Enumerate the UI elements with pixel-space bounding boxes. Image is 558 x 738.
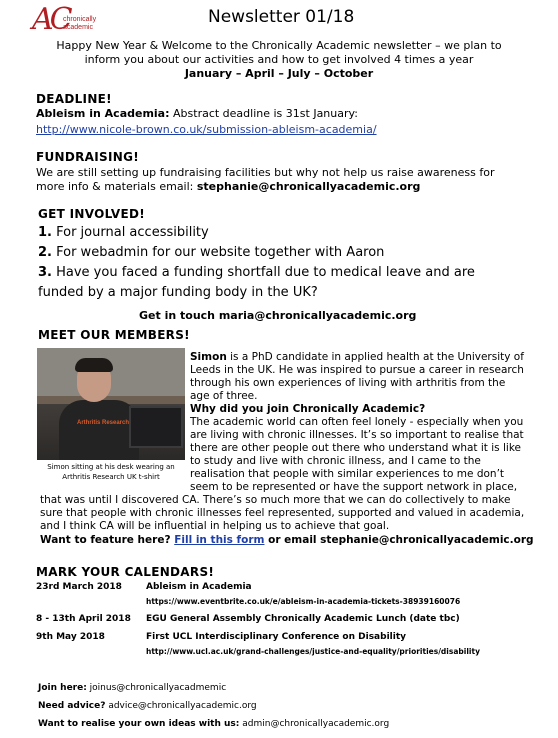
member-photo [37,348,185,460]
bio-line: age of three. [190,390,258,402]
logo-letters: AC [32,2,69,37]
deadline-label: Ableism in Academia: [36,107,170,120]
feature-row [40,534,534,546]
deadline-heading: DEADLINE! [36,92,112,106]
deadline-text [36,107,358,120]
calendar-heading: MARK YOUR CALENDARS! [36,565,215,579]
get-involved-item-3-cont: funded by a major funding body in the UK? [38,285,318,300]
event-date: 23rd March 2018 [36,582,122,592]
intro-line-2: inform you about our activities and how to get involved 4 times a year [84,53,474,66]
answer-line: to study and live with chronic illness, and I came to the [190,455,481,467]
member-question: Why did you join Chronically Academic? [190,403,426,415]
answer-line: there are other people out there who understand what it is like [190,442,521,454]
answer-line: are living with chronic illnesses. It’s so important to realise that [190,429,524,441]
fundraising-prefix: more info & materials email: [36,180,197,193]
event-url[interactable]: http://www.ucl.ac.uk/grand-challenges/justice-and-equality/priorities/disability [146,647,480,656]
item-number: 3. [38,265,52,280]
caption-line-1: Simon sitting at his desk wearing an [47,463,175,471]
logo-word-2: academic [63,24,93,31]
bio-line [190,351,524,363]
deadline-detail: Abstract deadline is 31st January: [169,107,358,120]
answer-line: sure that people with chronic illnesses feel represented, supported and valued in academia, [40,507,525,519]
intro-months: January – April – July – October [184,67,374,80]
chronically-academic-logo [32,2,112,40]
deadline-link[interactable]: http://www.nicole-brown.co.uk/submission-ableism-academia/ [36,123,377,136]
photo-person-body [59,400,139,460]
answer-line: realisation that people with similar experiences to me don’t [190,468,505,480]
get-involved-contact[interactable]: Get in touch maria@chronicallyacademic.org [139,309,417,322]
answer-line: and I think CA will be influential in helping us to achieve that goal. [40,520,390,532]
photo-laptop [129,406,183,448]
event-title: Ableism in Academia [146,582,252,592]
footer-join [38,683,226,693]
realise-value[interactable]: admin@chronicallyacademic.org [239,719,390,729]
event-date: 9th May 2018 [36,632,105,642]
get-involved-item [38,245,384,260]
photo-person-hair [75,358,113,372]
bio-line: Leeds in the UK. He was inspired to pursue a career in research [190,364,524,376]
advice-value[interactable]: advice@chronicallyacademic.org [105,701,257,711]
caption-line-2: Arthritis Research UK t-shirt [62,473,160,481]
newsletter-title: Newsletter 01/18 [208,7,355,27]
photo-wall [37,348,185,403]
logo-word-1: chronically [63,16,97,23]
event-title: EGU General Assembly Chronically Academic Lunch (date tbc) [146,614,460,624]
answer-line: seem to be represented or have the support network in place, [190,481,518,493]
fundraising-line-2 [36,180,420,193]
feature-form-link[interactable]: Fill in this form [174,534,265,546]
get-involved-heading: GET INVOLVED! [38,207,146,221]
advice-label: Need advice? [38,701,106,711]
photo-shirt-logo: Arthritis Research [77,420,130,426]
item-number: 1. [38,225,52,240]
members-heading: MEET OUR MEMBERS! [38,328,190,342]
join-label: Join here: [38,683,87,693]
footer-advice [38,701,257,711]
event-date: 8 - 13th April 2018 [36,614,131,624]
member-name: Simon [190,351,227,363]
item-text: Have you faced a funding shortfall due to medical leave and are [51,265,475,280]
deadline-link-row [36,123,377,136]
photo-caption [37,462,185,482]
footer-realise [38,719,389,729]
item-number: 2. [38,245,52,260]
item-text: For webadmin for our website together with Aaron [51,245,385,260]
bio-line: through his own experiences of living with arthritis from the [190,377,506,389]
bio-text: is a PhD candidate in applied health at the University of [226,351,524,363]
fundraising-email[interactable]: stephanie@chronicallyacademic.org [196,180,421,193]
get-involved-item [38,265,475,280]
feature-prefix: Want to feature here? [40,534,175,546]
feature-suffix: or email stephanie@chronicallyacademic.org [264,534,534,546]
item-text: For journal accessibility [51,225,209,240]
event-title: First UCL Interdisciplinary Conference on Disability [146,632,406,642]
realise-label: Want to realise your own ideas with us: [38,719,240,729]
fundraising-heading: FUNDRAISING! [36,150,140,164]
answer-line: The academic world can often feel lonely - especially when you [190,416,524,428]
event-url[interactable]: https://www.eventbrite.co.uk/e/ableism-in-academia-tickets-38939160076 [146,597,461,606]
intro-line-1: Happy New Year & Welcome to the Chronically Academic newsletter – we plan to [56,39,502,52]
get-involved-item [38,225,209,240]
answer-line: that was until I discovered CA. There’s so much more that we can do collectively to make [40,494,511,506]
fundraising-line-1: We are still setting up fundraising facilities but why not help us raise awareness for [36,166,495,179]
join-value[interactable]: joinus@chronicallyacadmemic [86,683,227,693]
